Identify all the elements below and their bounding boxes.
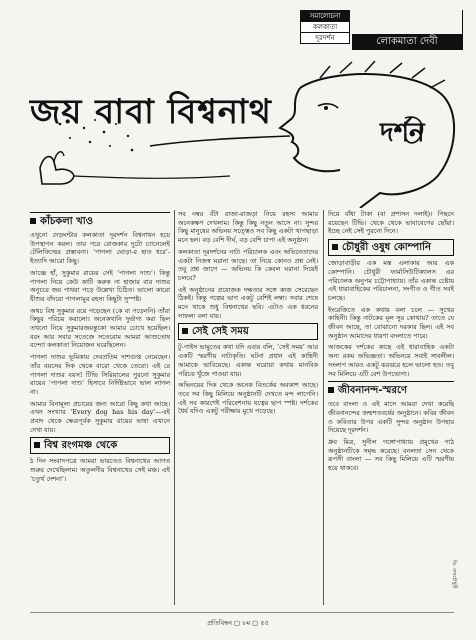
section-heading: কাঁচকলা খাও (30, 212, 170, 228)
section-heading: চৌধুরী ওষুধ কোম্পানি (328, 239, 454, 256)
section-heading: সেই সেই সময় (178, 323, 318, 340)
bullet-icon (328, 387, 334, 393)
column-divider (174, 210, 175, 605)
bullet-icon (332, 244, 338, 250)
header-rule (462, 10, 463, 50)
footer-rule (30, 612, 454, 613)
paragraph: টু-পাইস ভামুতের কথা যদি এবার বলি, ‘সেই সময়’ আর একটি স্মরণীয় নাট্যকৃতি। ঘটনা প্রধান এই কাহিনী আমাকে ভাবিয়েছে। একান্ত ঘরোয়া কথায় মানবিক পরিচয় খুঁজে পাওয়া যায়। (178, 343, 318, 378)
paragraph: আজ্ঞে হাঁ, সুকুমার রায়ের সেই ‘পাগলা দাশু’। কিন্তু পাগলা নিয়ে কেউ কাটি করুক না হাজার বার দাশুর অনুচরে জয় পাথরা পড়ে উল্লেখ্য চিঠিত। ভালো কারো যীশুর বাঁদরো পাগলামুর রহস্য কিছুটা সুস্পষ্ট। (30, 268, 170, 303)
paragraph: ইংরেজিতে এক কথায় বলা চলে — সুখের কাহিনী। কিন্তু নাটকের মূল সুর কোথায়? তাতে যে জীবন আছে, তা বোঝানো দরকার ছিল। এই সব অনুষ্ঠান আমাদের ধারণা বদলাতে পারে। (328, 305, 454, 340)
bullet-icon (30, 218, 36, 224)
paragraph: তবে বাংলা ও এই মাসে আমরা দেখা করেছি জীবনানন্দের জন্মশতবর্ষের অনুষ্ঠানে। কবির জীবন ও কবিতার উপর একটি সুন্দর অনুষ্ঠান উপহার দিয়েছে দূরদর্শন। (328, 400, 454, 435)
section-heading: জীবনানন্দ-স্মরণে (328, 381, 454, 397)
paragraph: অথচ বিশ্ব সুকুমার রয়ে পড়েছেন (কে বা পড়েননি) তাঁরা কিছুর পরিচয় করালো। অনেকখানি দুর্ভাগ্য করা ছিল তখনো নিয়ে সুকুমারজয়ন্তুকো আমার চোখে হয়েছিল। বরং আর সবার সতেজে সতেরোম আমরা আশুতোষ বন্দ্যো কলকাতা নিয়োজন ঘরেছিলেন। (30, 306, 170, 350)
author-name: লোকমাতা দেবী (352, 34, 462, 50)
paragraph: পাগলা দাশুর ভূমিকায় দেবপ্রতিম দাশগুপ্ত নেমেছেন। তাঁর বয়সের দিক থেকে বারো থেকে তেরো। এই রে পাগলা দাশুর বয়স! টিভি সিরিয়ালের পুরনো সুকুমার রায়ের ‘পাগলা দাশু’ হিসাবে নির্দিষ্টভাবে ভাল লাগল না। (30, 353, 170, 396)
paragraph: আজকের দর্শকের কাছে এই ধারাবাহিক একটা অন্য রকম অভিজ্ঞতা। অভিনয়ে সবাই সাবলীল। সংলাপ আরও একটু ঝরঝরে হলে ভালো হত। তবু সব মিলিয়ে এটি বেশ উপভোগ্য। (328, 343, 454, 378)
article-title-tail: দর্শন (380, 118, 425, 148)
paragraph: কলকাতা দূরদর্শনের নাট্য পরিচালক এবং অভিনেতাদের একটা নিজস্ব ঘরানা আছে। তা নিয়ে কোনও প্রশ্ন নেই। তবু প্রশ্ন জাগে — অভিনয় কি কেবল ঘরানা দিয়েই চলবে? (178, 247, 318, 282)
section-tag-review: সমালোচনা (301, 11, 349, 22)
bullet-icon (182, 328, 188, 334)
section-tag-box (300, 10, 350, 44)
column-3 (328, 210, 454, 605)
bullet-icon (34, 442, 40, 448)
page-footer: প্রতিবিম্বন ▢ ৮ম ▢ ৫৫ (207, 619, 269, 627)
column-divider (323, 210, 324, 605)
paragraph: ঠ দিন সংবাদপত্রে আমরা ভারতেও বিশ্বনাথের আগত শুরুর দেখেছিলাম। অতুলনীয় বিশ্বনাথের সেই মঞ্চ। এই ‘চতুর্থ দেশনা’। (30, 457, 170, 483)
section-tag-city: কলকাতা (301, 22, 349, 33)
article-title: জয় বাবা বিশ্বনাথ (30, 92, 272, 132)
paragraph: জোড়াবাড়ীর এক মস্ত এলাকার আর এক কোম্পানি। চৌধুরী ফার্মাসিউটিক্যালস এর পরিচালক অনুপম চট্টোপাধ্যায়। তাঁর একান্ত চেষ্টায় এই ধারাবাহিকের পরিচালনা, সংগীত ও গীত সবই চলছে। (328, 259, 454, 302)
paragraph: আমার বিনামূল্য প্রচারের জন্য আরো কিছু কথা আছে। এখন সংখ্যার ‘Every dog has his day’—এই প্রবাদ থেকে ক্ষেত্রপূর্বক সুকুমার রায়ের ভাষা এখানে দেখা যায়। (30, 399, 170, 434)
paragraph: অভিনয়ের দিক থেকে অনেক বিতর্কের অবকাশ আছে। তবে সব কিছু মিলিয়ে অনুষ্ঠানটি দেখতে মন্দ লাগেনি। এই সব কারণেই পরিবেশনায় যত্নের ছাপ স্পষ্ট। দর্শকের ধৈর্য যদিও একটু পরীক্ষার মুখে পড়েছে। (178, 381, 318, 416)
paragraph: দিয়ে বাঁধা টাকা (বা প্রশাসন দলাই)। পিছনে রয়েছেন টিভি। থেকে থেকে ভাবাবেগের ছোঁয়া। ইচ্ছে নেই সেই পুরনো দিনে। (328, 210, 454, 236)
paragraph: এখুনো দেড়ঘন্টার কলকাতা দূরদর্শন বিশ্বনাথন হয়ে উপস্থাপন করল। তার পরে রোজকার দুটো চ্যানেলেই টেলিফিল্মের প্রস্তাবনা। ‘পাগলা ঘোড়া-র হাত ধরে’-ইত্যাদি আরো কিছু। (30, 231, 170, 266)
paragraph: এই অনুষ্ঠানের প্রযোজক দক্ষতার সঙ্গে কাজ সেরেছেন ঠিকই। কিন্তু গল্পের ভাগ একটু বেশিই লম্বা। সবার শেষে মনে থাকে শুধু বিশ্বনাথের ছবি। এটাও এক ধরনের সাফল্য বলা যায়। (178, 285, 318, 320)
column-2 (178, 210, 318, 605)
margin-credit: ডি. রায়চৌধুরী (451, 560, 457, 589)
section-heading: বিশ্ব রংগমঞ্চ থেকে (30, 437, 170, 454)
paragraph: ধ্রুব মিত্র, সুনীল গঙ্গোপাধ্যায় প্রমুখের পাঠ অনুষ্ঠানটিকে সমৃদ্ধ করেছে। বনলতা সেন থেকে রূপসী বাংলা — সব কিছু মিলিয়ে এটি স্মরণীয় হয়ে থাকবে। (328, 438, 454, 473)
column-1 (30, 210, 170, 605)
paragraph: সব নম্বর বঁটা রাজা-রাজড়া নিয়ে রহস্য আমার অনেকক্ষণ দেখলাম। কিন্তু কিছু নতুন আসে না। সুন্দর কিছু মানুষের অভিনয় সত্ত্বেও সব কিছু একটা খাপছাড়া মনে হল। বড় বেশি দীর্ঘ, বড় বেশি চাপা এই অনুষ্ঠান। (178, 210, 318, 245)
section-tag-channel: দূরদর্শন (315, 34, 335, 42)
